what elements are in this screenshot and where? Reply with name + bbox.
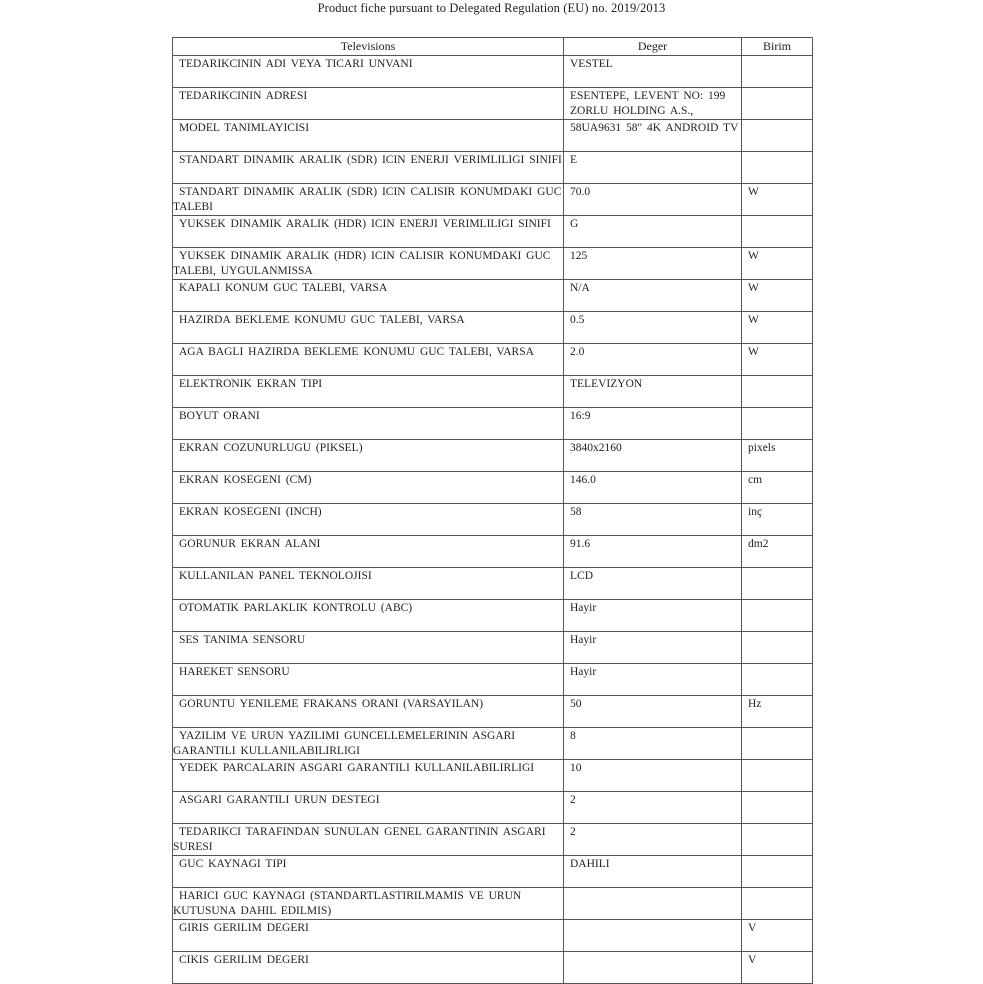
row-label: STANDART DINAMIK ARALIK (SDR) ICIN ENERJI VERIMLILIGI SINIFI bbox=[179, 154, 562, 166]
row-label: EKRAN KOSEGENI (CM) bbox=[179, 474, 312, 486]
row-unit bbox=[742, 792, 812, 793]
row-label-cell bbox=[173, 696, 564, 728]
row-unit-cell bbox=[742, 856, 813, 888]
row-label-cell bbox=[173, 312, 564, 344]
row-unit-cell bbox=[742, 216, 813, 248]
row-value-cell bbox=[564, 568, 742, 600]
row-unit bbox=[742, 408, 812, 409]
table-row bbox=[173, 856, 813, 888]
row-value: 58 bbox=[570, 506, 582, 518]
row-label: GUC KAYNAGI TIPI bbox=[179, 858, 287, 870]
table-row bbox=[173, 600, 813, 632]
row-label-cell bbox=[173, 568, 564, 600]
row-unit bbox=[742, 728, 812, 729]
row-label: YAZILIM VE URUN YAZILIMI GUNCELLEMELERININ ASGARI GARANTILI KULLANILABILIRLIGI bbox=[173, 730, 516, 757]
row-unit-cell bbox=[742, 696, 813, 728]
row-value-cell bbox=[564, 312, 742, 344]
row-unit: V bbox=[748, 922, 757, 934]
row-value: Hayir bbox=[570, 602, 597, 614]
row-label: HARICI GUC KAYNAGI (STANDARTLASTIRILMAMIS VE URUN KUTUSUNA DAHIL EDILMIS) bbox=[173, 890, 522, 917]
row-label-cell bbox=[173, 856, 564, 888]
row-unit-cell bbox=[742, 120, 813, 152]
row-label: AGA BAGLI HAZIRDA BEKLEME KONUMU GUC TALEBI, VARSA bbox=[179, 346, 534, 358]
table-row bbox=[173, 888, 813, 920]
table-row bbox=[173, 88, 813, 120]
row-unit-cell bbox=[742, 376, 813, 408]
row-label-cell bbox=[173, 792, 564, 824]
row-unit: dm2 bbox=[748, 538, 769, 550]
row-unit bbox=[742, 888, 812, 889]
row-unit-cell bbox=[742, 88, 813, 120]
row-value: 91.6 bbox=[570, 538, 591, 550]
column-header-deger: Deger bbox=[564, 38, 742, 56]
row-unit-cell bbox=[742, 760, 813, 792]
row-unit: V bbox=[748, 954, 757, 966]
row-value-cell bbox=[564, 728, 742, 760]
row-unit: cm bbox=[748, 474, 763, 486]
row-value-cell bbox=[564, 56, 742, 88]
row-label: YEDEK PARCALARIN ASGARI GARANTILI KULLANILABILIRLIGI bbox=[179, 762, 535, 774]
table-row bbox=[173, 56, 813, 88]
row-value: 50 bbox=[570, 698, 582, 710]
row-unit-cell bbox=[742, 824, 813, 856]
table-row bbox=[173, 536, 813, 568]
table-row bbox=[173, 152, 813, 184]
row-label-cell bbox=[173, 472, 564, 504]
row-label-cell bbox=[173, 216, 564, 248]
row-label: KAPALI KONUM GUC TALEBI, VARSA bbox=[179, 282, 388, 294]
row-value-cell bbox=[564, 280, 742, 312]
row-value: VESTEL bbox=[570, 58, 613, 70]
row-value: 125 bbox=[570, 250, 588, 262]
table-header-row bbox=[173, 38, 813, 56]
table-row bbox=[173, 760, 813, 792]
row-label: GORUNTU YENILEME FRAKANS ORANI (VARSAYILAN) bbox=[179, 698, 484, 710]
row-label-cell bbox=[173, 184, 564, 216]
row-label: KULLANILAN PANEL TEKNOLOJISI bbox=[179, 570, 372, 582]
row-unit bbox=[742, 760, 812, 761]
table-row bbox=[173, 216, 813, 248]
table-row bbox=[173, 664, 813, 696]
row-label: GIRIS GERILIM DEGERI bbox=[179, 922, 309, 934]
row-label-cell bbox=[173, 440, 564, 472]
row-unit bbox=[742, 88, 812, 89]
row-label: GORUNUR EKRAN ALANI bbox=[179, 538, 321, 550]
row-value: 3840x2160 bbox=[570, 442, 622, 454]
row-value: 16:9 bbox=[570, 410, 591, 422]
table-row bbox=[173, 440, 813, 472]
product-fiche-table bbox=[172, 37, 813, 984]
row-label: EKRAN KOSEGENI (INCH) bbox=[179, 506, 322, 518]
row-label: EKRAN COZUNURLUGU (PIKSEL) bbox=[179, 442, 363, 454]
row-unit: W bbox=[748, 346, 759, 358]
table-row bbox=[173, 504, 813, 536]
row-label-cell bbox=[173, 344, 564, 376]
row-label-cell bbox=[173, 920, 564, 952]
row-unit-cell bbox=[742, 728, 813, 760]
row-value: DAHILI bbox=[570, 858, 610, 870]
row-value: 0.5 bbox=[570, 314, 585, 326]
row-unit-cell bbox=[742, 440, 813, 472]
row-value-cell bbox=[564, 88, 742, 120]
row-unit-cell bbox=[742, 152, 813, 184]
row-unit-cell bbox=[742, 600, 813, 632]
row-value: Hayir bbox=[570, 666, 597, 678]
row-value: LCD bbox=[570, 570, 593, 582]
row-label-cell bbox=[173, 408, 564, 440]
row-value: ESENTEPE, LEVENT NO: 199 ZORLU HOLDING A.S., bbox=[570, 90, 726, 117]
row-value-cell bbox=[564, 408, 742, 440]
row-value: N/A bbox=[570, 282, 590, 294]
row-unit bbox=[742, 568, 812, 569]
row-value-cell bbox=[564, 120, 742, 152]
row-unit-cell bbox=[742, 472, 813, 504]
row-unit bbox=[742, 824, 812, 825]
column-header-televisions: Televisions bbox=[173, 38, 564, 56]
row-unit bbox=[742, 56, 812, 57]
row-label-cell bbox=[173, 536, 564, 568]
row-value-cell bbox=[564, 472, 742, 504]
table-row bbox=[173, 472, 813, 504]
table-row bbox=[173, 632, 813, 664]
row-label: HAZIRDA BEKLEME KONUMU GUC TALEBI, VARSA bbox=[179, 314, 465, 326]
row-label: YUKSEK DINAMIK ARALIK (HDR) ICIN CALISIR KONUMDAKI GUC TALEBI, UYGULANMISSA bbox=[173, 250, 551, 277]
row-unit: W bbox=[748, 314, 759, 326]
row-unit-cell bbox=[742, 952, 813, 984]
row-label-cell bbox=[173, 888, 564, 920]
row-value-cell bbox=[564, 376, 742, 408]
row-unit-cell bbox=[742, 664, 813, 696]
row-label-cell bbox=[173, 88, 564, 120]
row-label-cell bbox=[173, 152, 564, 184]
row-unit-cell bbox=[742, 568, 813, 600]
table-row bbox=[173, 728, 813, 760]
row-label: TEDARIKCININ ADI VEYA TICARI UNVANI bbox=[179, 58, 413, 70]
row-value: 8 bbox=[570, 730, 576, 742]
row-label-cell bbox=[173, 504, 564, 536]
row-unit-cell bbox=[742, 312, 813, 344]
row-label: TEDARIKCININ ADRESI bbox=[179, 90, 308, 102]
row-unit-cell bbox=[742, 184, 813, 216]
row-unit: W bbox=[748, 186, 759, 198]
row-unit bbox=[742, 120, 812, 121]
row-label: BOYUT ORANI bbox=[179, 410, 260, 422]
row-label: ELEKTRONIK EKRAN TIPI bbox=[179, 378, 323, 390]
row-value: 2 bbox=[570, 794, 576, 806]
row-unit bbox=[742, 216, 812, 217]
table-row bbox=[173, 120, 813, 152]
row-unit bbox=[742, 632, 812, 633]
row-value: 2.0 bbox=[570, 346, 585, 358]
table-row bbox=[173, 344, 813, 376]
row-label-cell bbox=[173, 760, 564, 792]
row-value bbox=[564, 888, 741, 889]
row-unit bbox=[742, 376, 812, 377]
table-row bbox=[173, 792, 813, 824]
row-value-cell bbox=[564, 824, 742, 856]
row-unit-cell bbox=[742, 504, 813, 536]
row-value-cell bbox=[564, 216, 742, 248]
row-unit-cell bbox=[742, 920, 813, 952]
row-value: 70.0 bbox=[570, 186, 591, 198]
row-label-cell bbox=[173, 376, 564, 408]
row-label: CIKIS GERILIM DEGERI bbox=[179, 954, 309, 966]
table-row bbox=[173, 920, 813, 952]
table-row bbox=[173, 696, 813, 728]
row-value-cell bbox=[564, 184, 742, 216]
row-value-cell bbox=[564, 696, 742, 728]
row-value-cell bbox=[564, 856, 742, 888]
row-value-cell bbox=[564, 440, 742, 472]
table-row bbox=[173, 952, 813, 984]
row-value bbox=[564, 920, 741, 921]
row-unit-cell bbox=[742, 344, 813, 376]
row-value-cell bbox=[564, 920, 742, 952]
table-row bbox=[173, 824, 813, 856]
row-unit: W bbox=[748, 282, 759, 294]
row-unit: pixels bbox=[748, 442, 776, 454]
row-value: 146.0 bbox=[570, 474, 596, 486]
row-label-cell bbox=[173, 632, 564, 664]
row-value: Hayir bbox=[570, 634, 597, 646]
table-row bbox=[173, 568, 813, 600]
document-title: Product fiche pursuant to Delegated Regulation (EU) no. 2019/2013 bbox=[317, 1, 666, 15]
row-unit: W bbox=[748, 250, 759, 262]
row-value: 2 bbox=[570, 826, 576, 838]
row-value-cell bbox=[564, 760, 742, 792]
row-unit: inç bbox=[748, 506, 763, 518]
row-unit-cell bbox=[742, 792, 813, 824]
row-value: E bbox=[570, 154, 578, 166]
row-unit-cell bbox=[742, 536, 813, 568]
row-label-cell bbox=[173, 824, 564, 856]
row-label: ASGARI GARANTILI URUN DESTEGI bbox=[179, 794, 380, 806]
row-unit bbox=[742, 152, 812, 153]
row-value-cell bbox=[564, 152, 742, 184]
table-row bbox=[173, 376, 813, 408]
row-unit-cell bbox=[742, 280, 813, 312]
row-value: TELEVIZYON bbox=[570, 378, 643, 390]
row-label-cell bbox=[173, 56, 564, 88]
row-unit-cell bbox=[742, 248, 813, 280]
row-label: STANDART DINAMIK ARALIK (SDR) ICIN CALISIR KONUMDAKI GUC TALEBI bbox=[173, 186, 562, 213]
table-row bbox=[173, 248, 813, 280]
row-value-cell bbox=[564, 952, 742, 984]
table-row bbox=[173, 408, 813, 440]
row-label: OTOMATIK PARLAKLIK KONTROLU (ABC) bbox=[179, 602, 413, 614]
row-unit-cell bbox=[742, 408, 813, 440]
row-label: YUKSEK DINAMIK ARALIK (HDR) ICIN ENERJI VERIMLILIGI SINIFI bbox=[179, 218, 551, 230]
row-label-cell bbox=[173, 248, 564, 280]
row-value: 10 bbox=[570, 762, 582, 774]
row-unit-cell bbox=[742, 56, 813, 88]
row-value-cell bbox=[564, 248, 742, 280]
row-value-cell bbox=[564, 344, 742, 376]
row-unit bbox=[742, 600, 812, 601]
row-value: 58UA9631 58" 4K ANDROID TV bbox=[570, 122, 739, 134]
row-label-cell bbox=[173, 280, 564, 312]
row-value-cell bbox=[564, 632, 742, 664]
row-unit bbox=[742, 664, 812, 665]
table-row bbox=[173, 280, 813, 312]
row-label: SES TANIMA SENSORU bbox=[179, 634, 306, 646]
row-value-cell bbox=[564, 888, 742, 920]
column-header-birim: Birim bbox=[742, 38, 813, 56]
row-unit-cell bbox=[742, 888, 813, 920]
table-row bbox=[173, 184, 813, 216]
row-unit bbox=[742, 856, 812, 857]
table-row bbox=[173, 312, 813, 344]
row-value-cell bbox=[564, 664, 742, 696]
row-value-cell bbox=[564, 600, 742, 632]
row-unit: Hz bbox=[748, 698, 762, 710]
row-value: G bbox=[570, 218, 579, 230]
row-value-cell bbox=[564, 792, 742, 824]
row-value-cell bbox=[564, 536, 742, 568]
row-label: HAREKET SENSORU bbox=[179, 666, 290, 678]
row-unit-cell bbox=[742, 632, 813, 664]
row-value-cell bbox=[564, 504, 742, 536]
row-label: TEDARIKCI TARAFINDAN SUNULAN GENEL GARANTININ ASGARI SURESI bbox=[173, 826, 546, 853]
row-label-cell bbox=[173, 600, 564, 632]
row-label-cell bbox=[173, 120, 564, 152]
row-label-cell bbox=[173, 952, 564, 984]
row-value bbox=[564, 952, 741, 953]
row-label-cell bbox=[173, 664, 564, 696]
row-label-cell bbox=[173, 728, 564, 760]
row-label: MODEL TANIMLAYICISI bbox=[179, 122, 310, 134]
